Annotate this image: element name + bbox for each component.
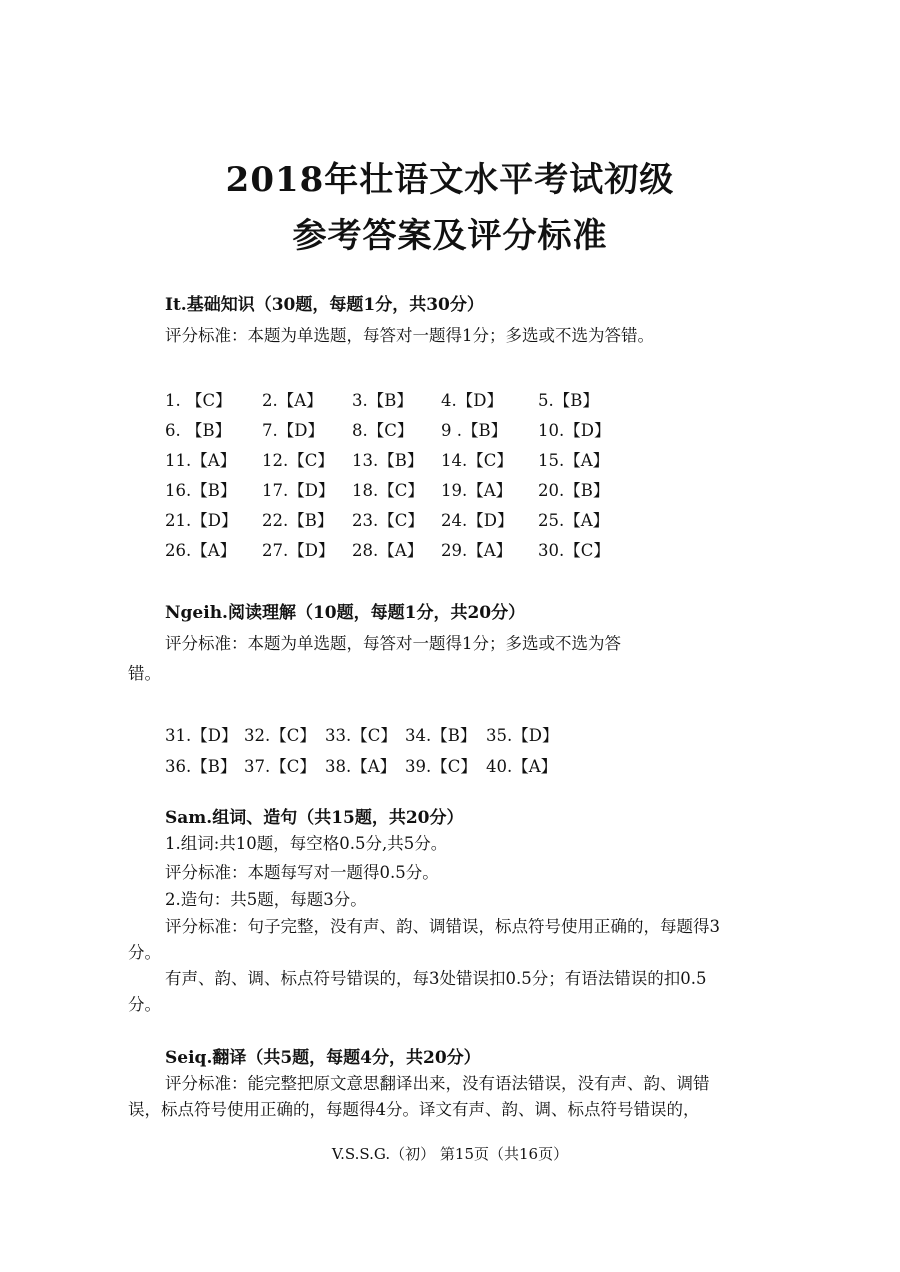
answer-item: 18.【C】 (352, 481, 424, 500)
answer-item: 3.【B】 (352, 391, 413, 410)
answer-item: 13.【B】 (352, 451, 424, 470)
answer-item: 20.【B】 (538, 481, 610, 500)
answer-item: 33.【C】 (325, 726, 397, 745)
answer-item: 2.【A】 (262, 391, 323, 410)
section-3-line-4: 评分标准：句子完整，没有声、韵、调错误，标点符号使用正确的，每题得3 (165, 917, 720, 936)
section-3-line-3: 2.造句：共5题，每题3分。 (165, 890, 367, 909)
answer-item: 19.【A】 (441, 481, 513, 500)
section-3-line-5-cont: 分。 (128, 995, 161, 1014)
section-1-criteria: 评分标准：本题为单选题，每答对一题得1分；多选或不选为答错。 (165, 326, 654, 345)
section-4-line-2: 误，标点符号使用正确的，每题得4分。译文有声、韵、调、标点符号错误的， (128, 1100, 700, 1119)
answer-item: 38.【A】 (325, 757, 397, 776)
answer-item: 23.【C】 (352, 511, 424, 530)
section-3-line-5: 有声、韵、调、标点符号错误的，每3处错误扣0.5分；有语法错误的扣0.5 (165, 969, 707, 988)
answer-item: 6. 【B】 (165, 421, 232, 440)
section-3-line-1: 1.组词:共10题，每空格0.5分,共5分。 (165, 834, 448, 853)
answer-item: 40.【A】 (486, 757, 558, 776)
section-3-line-2: 评分标准：本题每写对一题得0.5分。 (165, 863, 439, 882)
answer-item: 10.【D】 (538, 421, 611, 440)
answer-item: 9 .【B】 (441, 421, 508, 440)
title-line-1: 2018年壮语文水平考试初级 (225, 160, 675, 200)
answer-item: 1. 【C】 (165, 391, 232, 410)
answer-item: 8.【C】 (352, 421, 414, 440)
answer-item: 12.【C】 (262, 451, 334, 470)
section-4-heading: Seiq.翻译（共5题，每题4分，共20分） (165, 1048, 481, 1068)
answer-item: 22.【B】 (262, 511, 334, 530)
answer-item: 11.【A】 (165, 451, 237, 470)
title-line-2: 参考答案及评分标准 (292, 216, 608, 256)
answer-item: 27.【D】 (262, 541, 335, 560)
answer-item: 37.【C】 (244, 757, 316, 776)
answer-item: 35.【D】 (486, 726, 559, 745)
answer-item: 7.【D】 (262, 421, 324, 440)
answer-item: 39.【C】 (405, 757, 477, 776)
answer-item: 15.【A】 (538, 451, 610, 470)
answer-item: 5.【B】 (538, 391, 599, 410)
answer-item: 34.【B】 (405, 726, 477, 745)
answer-item: 16.【B】 (165, 481, 237, 500)
section-2-criteria: 评分标准：本题为单选题，每答对一题得1分；多选或不选为答 (165, 634, 621, 653)
answer-item: 21.【D】 (165, 511, 238, 530)
answer-item: 28.【A】 (352, 541, 424, 560)
answer-item: 17.【D】 (262, 481, 335, 500)
answer-item: 14.【C】 (441, 451, 513, 470)
section-2-criteria-cont: 错。 (128, 664, 161, 683)
section-2-heading: Ngeih.阅读理解（10题，每题1分，共20分） (165, 603, 526, 623)
answer-item: 4.【D】 (441, 391, 503, 410)
answer-item: 36.【B】 (165, 757, 237, 776)
section-3-heading: Sam.组词、造句（共15题，共20分） (165, 808, 464, 828)
answer-item: 26.【A】 (165, 541, 237, 560)
answer-item: 30.【C】 (538, 541, 610, 560)
section-4-line-1: 评分标准：能完整把原文意思翻译出来，没有语法错误，没有声、韵、调错 (165, 1074, 710, 1093)
answer-item: 25.【A】 (538, 511, 610, 530)
section-3-line-4-cont: 分。 (128, 943, 161, 962)
section-1-heading: It.基础知识（30题，每题1分，共30分） (165, 295, 484, 315)
answer-item: 31.【D】 (165, 726, 238, 745)
answer-item: 32.【C】 (244, 726, 316, 745)
answer-item: 24.【D】 (441, 511, 514, 530)
page-footer: V.S.S.G.（初） 第15页（共16页） (331, 1145, 569, 1163)
answer-item: 29.【A】 (441, 541, 513, 560)
